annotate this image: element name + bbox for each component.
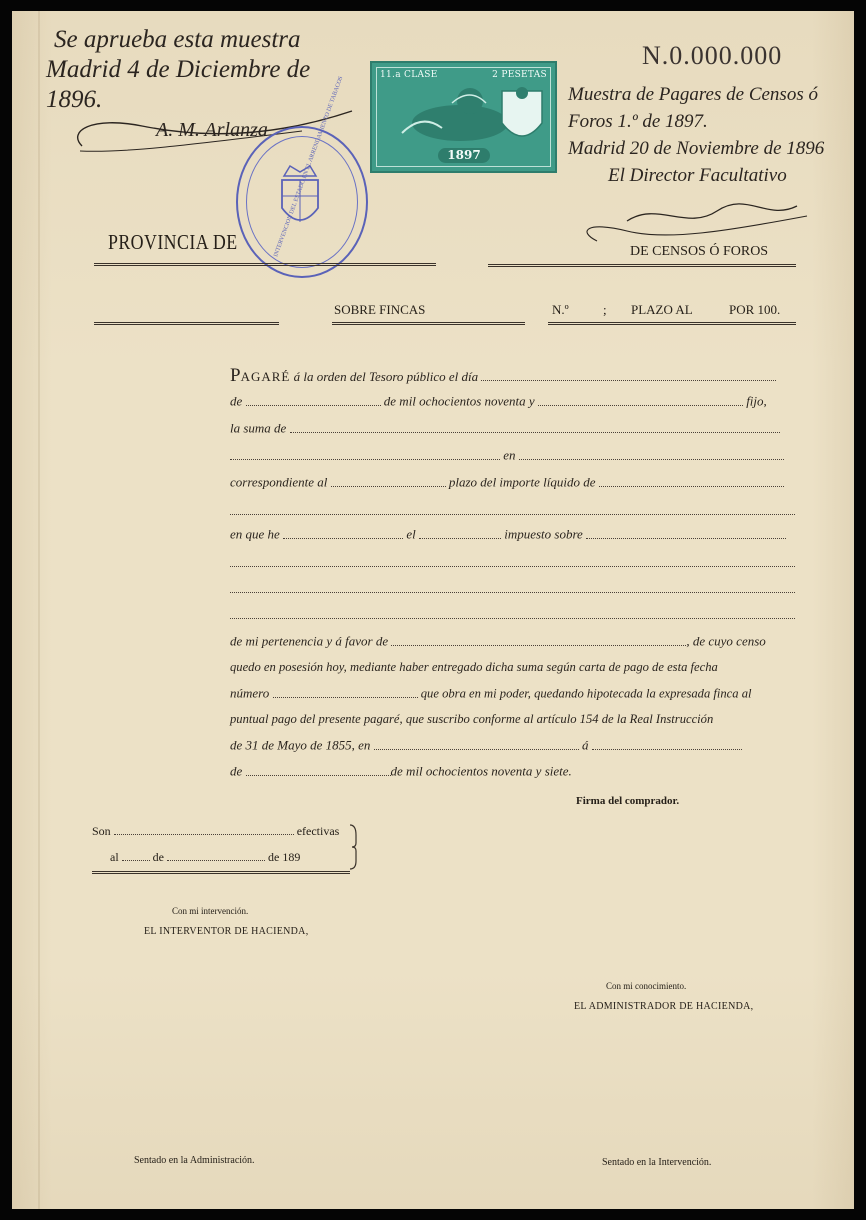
pagare-text-4: en [503,447,516,463]
firma-comprador: Firma del comprador. [576,795,680,807]
suma-continued-field[interactable] [230,447,500,460]
en-field[interactable] [519,447,784,460]
por-ciento-label: POR 100. [729,302,781,317]
approval-line-2: Madrid 4 de Diciembre de 1896. [46,56,311,113]
pagare-text-2a: de [230,393,243,409]
stamp-year-text: 1897 [447,148,481,162]
lugar-field[interactable] [374,737,579,750]
lion-emblem-icon [382,83,544,149]
paragraph-text-3b: que obra en mi poder, quedando hipotecada la expresada finca al [420,686,752,701]
pagare-line-3 [230,420,795,438]
stamp-year [438,148,490,163]
fecha-field[interactable] [592,737,742,750]
approval-line-1: Se aprueba esta muestra [54,26,301,53]
suma-field[interactable] [290,420,780,433]
paragraph-text-5a: de 31 de Mayo de 1855, en [230,737,371,753]
director-signature-icon [567,191,817,251]
son-field[interactable] [114,823,294,835]
son-row [92,823,339,839]
approval-signature: A. M. Arlanza [156,119,268,141]
fincas-rule-right [548,322,796,325]
director-line-3: Madrid 20 de Noviembre de 1896 [568,138,825,159]
mes-field[interactable] [246,763,391,776]
interventor-line-2: EL INTERVENTOR DE HACIENDA, [144,926,309,937]
paragraph-text-2: quedo en posesión hoy, mediante haber entregado dicha suma según carta de pago de esta fecha [230,660,718,674]
paragraph-text-3a: número [230,685,270,701]
al-label: al [110,849,119,864]
pagare-line-7 [230,526,795,544]
pagare-text-5b: plazo del importe líquido de [448,474,596,490]
stamp-class: 11.a CLASE [380,70,438,80]
efectivas-label: efectivas [296,823,340,838]
son-date-row [110,849,300,865]
director-handwriting [568,81,858,189]
plazo-label: PLAZO AL [631,302,693,317]
pagare-line-4 [230,447,795,465]
paragraph-line-1 [230,633,795,651]
revenue-stamp [370,61,557,173]
son-rule [92,871,350,874]
paper-fold [38,11,40,1209]
paragraph-line-3 [230,685,795,703]
pagare-line-1 [230,365,795,386]
paragraph-text-1b: , de cuyo censo [686,633,766,649]
censos-rule [488,264,796,267]
censos-label: DE CENSOS Ó FOROS [630,244,769,259]
pagare-blank-line-9[interactable] [230,592,795,593]
paragraph-text-6a: de [230,763,243,779]
paragraph-text-4: puntual pago del presente pagaré, que suscribo conforme al artículo 154 de la Real Instrucción [230,712,714,726]
paragraph-line-2 [230,659,795,677]
footer-left: Sentado en la Administración. [134,1155,255,1166]
pagare-line-2 [230,393,795,411]
day-field[interactable] [246,393,381,406]
son-bracket-icon [348,823,358,871]
pagare-blank-line-8[interactable] [230,566,795,567]
pagare-word: AGARÉ [240,369,291,384]
stamp-value: 2 PESETAS [492,70,547,80]
pagare-text-7a: en que he [230,526,280,542]
paragraph-line-5 [230,737,795,755]
footer-right: Sentado en la Intervención. [602,1157,712,1168]
administrador-line-1: Con mi conocimiento. [606,981,687,991]
pagare-text-3: la suma de [230,420,287,436]
he-field[interactable] [283,526,403,539]
pagare-text-7b: el [406,526,416,542]
interventor-line-1: Con mi intervención. [172,906,249,916]
son-label: Son [92,823,111,838]
pagare-initial: P [230,365,241,386]
importe-field[interactable] [599,474,784,487]
fincas-rule-left [94,322,279,325]
pagare-text-2c: fijo, [746,393,767,409]
pagare-blank-line-10[interactable] [230,618,795,619]
semicolon-label: ; [603,302,607,317]
de-label: de [152,849,164,864]
el-field[interactable] [419,526,501,539]
pagare-text-5a: correspondiente al [230,474,328,490]
paragraph-text-6c: siete. [544,763,572,779]
sobre-fincas-label: SOBRE FINCAS [334,302,426,317]
pagare-blank-line-6[interactable] [230,514,795,515]
pagare-line-5 [230,474,795,492]
pagare-text-7c: impuesto sobre [504,526,583,542]
provincia-rule [94,263,436,266]
son-day-field[interactable] [122,849,150,861]
dia-field[interactable] [481,368,776,381]
paragraph-line-6 [230,763,795,781]
plazo-field[interactable] [331,474,446,487]
pagare-text-1: á la orden del Tesoro público el día [293,369,479,384]
administrador-line-2: EL ADMINISTRADOR DE HACIENDA, [574,1001,754,1012]
serial-number: N.0.000.000 [642,41,783,70]
document-page [12,11,854,1209]
paragraph-text-1a: de mi pertenencia y á favor de [230,633,389,649]
director-line-4: El Director Facultativo [608,165,787,186]
favor-field[interactable] [391,633,686,646]
paragraph-text-5b: á [581,737,589,753]
numero-label: N.º [552,302,569,317]
fincas-rule-mid [332,322,525,325]
provincia-label: PROVINCIA DE [108,230,238,254]
paragraph-line-4 [230,711,795,729]
director-line-2: Foros 1.º de 1897. [568,111,708,132]
director-line-1: Muestra de Pagares de Censos ó [568,84,818,105]
son-month-field[interactable] [167,849,265,861]
paragraph-text-6b: de mil ochocientos noventa y [390,763,542,779]
pagare-text-2b: de mil ochocientos noventa y [383,393,535,409]
intervention-seal [236,75,368,278]
year-field[interactable] [538,393,743,406]
de189-label: de 189 [268,849,301,864]
seal-text: INTERVENCION DEL ESTADO EN EL ARRENDAMIENTO DE TABACOS [273,75,345,258]
son-box [92,821,352,871]
impuesto-field[interactable] [586,526,786,539]
numero-field[interactable] [273,685,418,698]
